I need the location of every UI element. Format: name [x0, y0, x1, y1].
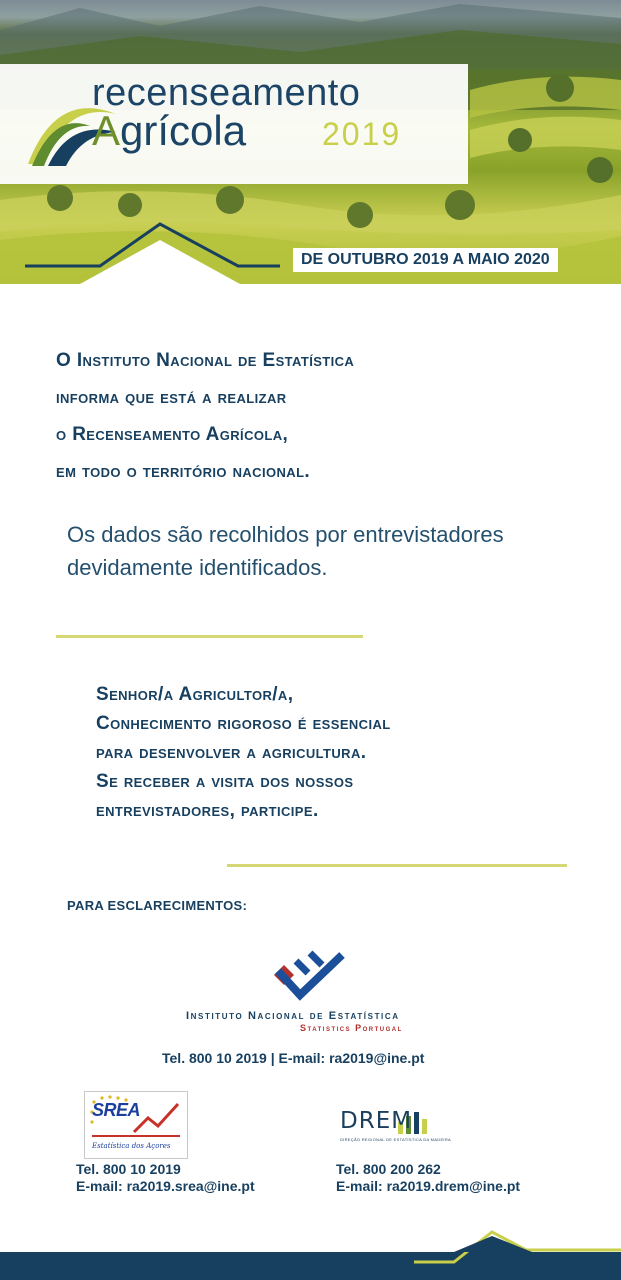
drem-email: E-mail: ra2019.drem@ine.pt — [336, 1178, 521, 1194]
divider-top — [56, 635, 363, 638]
drem-tel: Tel. 800 200 262 — [336, 1161, 441, 1177]
srea-contact — [76, 1161, 255, 1195]
drem-logo-subtitle: DIREÇÃO REGIONAL DE ESTATÍSTICA DA MADEIRA — [340, 1137, 451, 1142]
lead-statement — [56, 342, 576, 490]
note-line-2: devidamente identificados. — [67, 555, 328, 580]
srea-tel: Tel. 800 10 2019 — [76, 1161, 181, 1177]
srea-logo-subtitle: Estatística dos Açores — [92, 1142, 171, 1150]
appeal-line-4: Se receber a visita dos nossos — [96, 771, 354, 792]
farmer-appeal — [96, 680, 596, 825]
appeal-line-3: para desenvolver a agricultura. — [96, 742, 367, 763]
footer-mountain-icon — [414, 1226, 621, 1266]
lead-line-4: em todo o território nacional. — [56, 461, 311, 482]
appeal-line-1: Senhor/a Agricultor/a, — [96, 684, 294, 705]
lead-line-3: o Recenseamento Agrícola, — [56, 424, 289, 445]
srea-logo-text: SREA — [92, 1100, 141, 1120]
drem-contact — [336, 1161, 520, 1195]
title-year: 2019 — [322, 116, 402, 152]
appeal-line-2: Conhecimento rigoroso é essencial — [96, 713, 391, 734]
title-agricola-rest: grícola — [120, 107, 247, 154]
lead-line-2: informa que está a realizar — [56, 387, 287, 408]
contacts-header: PARA ESCLARECIMENTOS: — [67, 898, 248, 913]
drem-logo-text: DREM — [340, 1108, 413, 1134]
title-agricola — [92, 107, 247, 154]
ine-logo-icon — [270, 947, 352, 1005]
header-banner — [0, 0, 621, 284]
interviewers-note — [67, 518, 587, 584]
srea-email: E-mail: ra2019.srea@ine.pt — [76, 1178, 255, 1194]
note-line-1: Os dados são recolhidos por entrevistadores — [67, 522, 504, 547]
date-range-badge: DE OUTUBRO 2019 A MAIO 2020 — [293, 248, 558, 272]
appeal-line-5: entrevistadores, participe. — [96, 800, 319, 821]
ine-contact: Tel. 800 10 2019 | E-mail: ra2019@ine.pt — [162, 1050, 425, 1066]
title-recenseamento: recenseamento — [92, 72, 361, 114]
divider-bottom — [227, 864, 567, 867]
ine-subtitle: Statistics Portugal — [300, 1023, 403, 1033]
lead-line-1: O Instituto Nacional de Estatística — [56, 350, 355, 371]
ine-name: Instituto Nacional de Estatística — [186, 1010, 400, 1022]
title-agricola-initial: A — [92, 107, 121, 154]
